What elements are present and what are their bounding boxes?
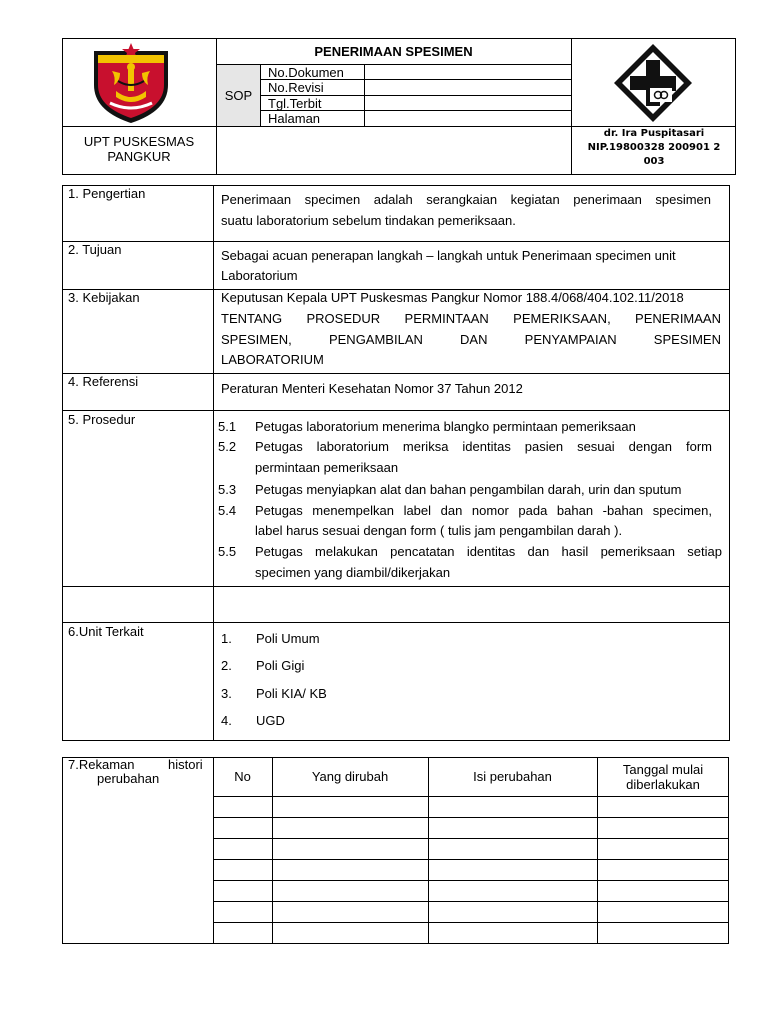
unit-number: 1.: [221, 631, 232, 646]
history-label-c: perubahan: [97, 771, 160, 786]
kebijakan-line3: SPESIMEN, PENGAMBILAN DAN PENYAMPAIAN SPESIMEN: [221, 332, 721, 347]
unit-name: Poli KIA/ KB: [256, 686, 327, 701]
unit-name: UGD: [256, 713, 285, 728]
unit-name: Poli Gigi: [256, 658, 305, 673]
step-number: 5.3: [218, 482, 237, 497]
doc-field-date: Tgl.Terbit: [268, 96, 322, 111]
tujuan-line2: Laboratorium: [221, 268, 298, 283]
unit-name: Poli Umum: [256, 631, 320, 646]
step-text-cont: permintaan pemeriksaan: [255, 460, 399, 475]
section-unit-terkait-label: 6.Unit Terkait: [68, 624, 144, 639]
history-col-changed: Yang dirubah: [311, 769, 389, 784]
regional-emblem-icon: [90, 41, 172, 125]
section-tujuan-label: 2. Tujuan: [68, 242, 122, 257]
section-pengertian-label: 1. Pengertian: [68, 186, 146, 201]
history-col-date-line2: diberlakukan: [626, 777, 700, 792]
tujuan-line1: Sebagai acuan penerapan langkah – langkah untuk Penerimaan specimen unit: [221, 248, 676, 263]
step-text-cont: specimen yang diambil/dikerjakan: [255, 565, 451, 580]
doc-field-number: No.Dokumen: [268, 65, 344, 80]
step-number: 5.5: [218, 544, 237, 559]
step-text: Petugas melakukan pencatatan identitas dan hasil pemeriksaan setiap: [255, 544, 722, 559]
step-text: Petugas laboratorium meriksa identitas pasien sesuai dengan form: [255, 439, 712, 454]
step-text-cont: label harus sesuai dengan form ( tulis jam pengambilan darah ).: [255, 523, 623, 538]
history-label-a: 7.Rekaman: [68, 757, 135, 772]
doc-field-revision: No.Revisi: [268, 80, 324, 95]
step-number: 5.1: [218, 419, 237, 434]
unit-number: 2.: [221, 658, 232, 673]
history-col-date-line1: Tanggal mulai: [622, 762, 704, 777]
step-text: Petugas menyiapkan alat dan bahan pengambilan darah, urin dan sputum: [255, 482, 682, 497]
kebijakan-line2: TENTANG PROSEDUR PERMINTAAN PEMERIKSAAN, PENERIMAAN: [221, 311, 721, 326]
signatory-nip-line2: 003: [643, 156, 665, 167]
step-number: 5.4: [218, 503, 237, 518]
history-col-content: Isi perubahan: [473, 769, 552, 784]
doc-field-page: Halaman: [268, 111, 321, 126]
pengertian-line2: suatu laboratorium sebelum tindakan pemeriksaan.: [221, 213, 516, 228]
signatory-nip-line1: NIP.19800328 200901 2: [587, 142, 721, 153]
kebijakan-line4: LABORATORIUM: [221, 352, 324, 367]
section-prosedur-label: 5. Prosedur: [68, 412, 136, 427]
step-text: Petugas menempelkan label dan nomor pada bahan -bahan specimen,: [255, 503, 712, 518]
section-referensi-label: 4. Referensi: [68, 374, 139, 389]
unit-number: 4.: [221, 713, 232, 728]
section-kebijakan-label: 3. Kebijakan: [68, 290, 140, 305]
health-ministry-logo-icon: [612, 42, 694, 124]
org-name-line1: UPT PUSKESMAS: [83, 134, 195, 149]
history-label-b: histori: [168, 757, 203, 772]
signatory-name: dr. Ira Puspitasari: [603, 128, 705, 139]
step-number: 5.2: [218, 439, 237, 454]
org-name-line2: PANGKUR: [107, 149, 171, 164]
unit-number: 3.: [221, 686, 232, 701]
history-col-no: No: [234, 769, 251, 784]
step-text: Petugas laboratorium menerima blangko permintaan pemeriksaan: [255, 419, 636, 434]
kebijakan-line1: Keputusan Kepala UPT Puskesmas Pangkur Nomor 188.4/068/404.102.11/2018: [221, 290, 684, 305]
pengertian-line1: Penerimaan specimen adalah serangkaian kegiatan penerimaan spesimen: [221, 192, 711, 207]
referensi-text: Peraturan Menteri Kesehatan Nomor 37 Tahun 2012: [221, 381, 523, 396]
sop-label: SOP: [224, 88, 253, 103]
document-title: PENERIMAAN SPESIMEN: [314, 44, 473, 59]
